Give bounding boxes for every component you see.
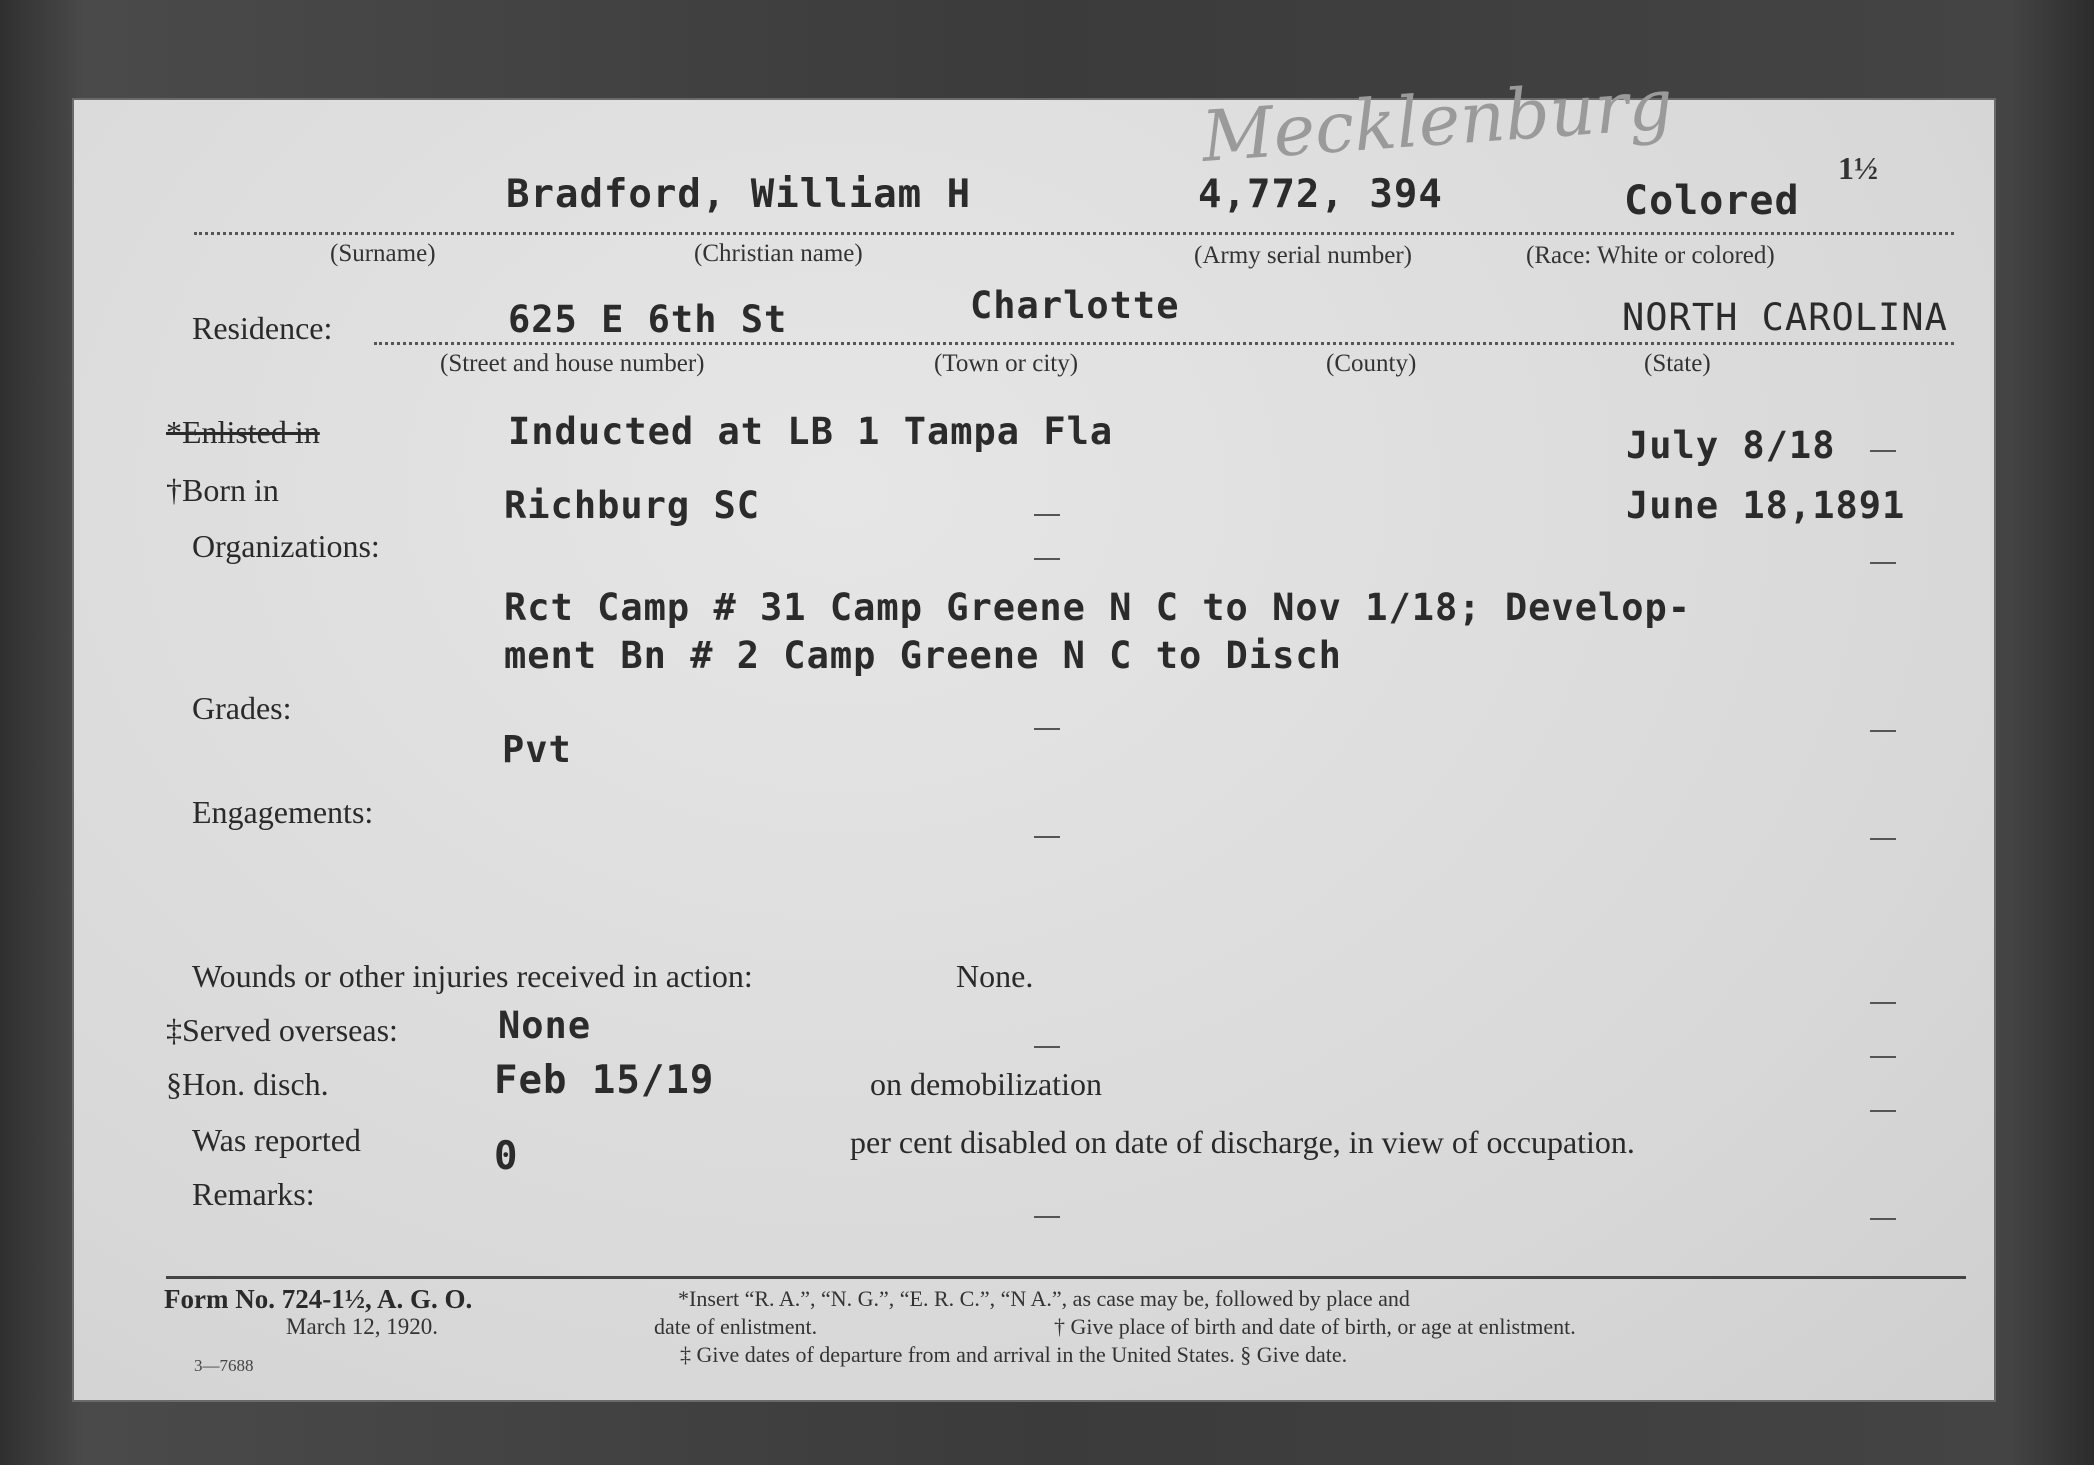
enlisted-date: July 8/18 xyxy=(1626,424,1836,467)
served-overseas-dash-right xyxy=(1870,1056,1896,1058)
town-value: Charlotte xyxy=(970,284,1180,327)
service-record-card xyxy=(74,63,1994,1400)
card-code: 1½ xyxy=(1838,150,1878,186)
organizations-dash-right xyxy=(1870,562,1896,564)
race-caption: (Race: White or colored) xyxy=(1526,242,1775,269)
handwritten-county-annotation: Mecklenburg xyxy=(1199,63,1676,178)
footnote-line-3: ‡ Give dates of departure from and arrival in the United States. § Give date. xyxy=(680,1342,1348,1367)
serial-number-value: 4,772, 394 xyxy=(1198,172,1443,217)
wounds-label: Wounds or other injuries received in action: xyxy=(192,958,753,994)
engagements-label: Engagements: xyxy=(192,794,374,830)
footer-rule xyxy=(166,1276,1966,1279)
hon-disch-dash xyxy=(1870,1110,1896,1112)
served-overseas-value: None xyxy=(498,1004,592,1047)
residence-label: Residence: xyxy=(192,310,333,346)
footnote-line-2b: † Give place of birth and date of birth, or age at enlistment. xyxy=(1054,1314,1576,1339)
surname-caption: (Surname) xyxy=(330,240,436,267)
hon-disch-label: §Hon. disch. xyxy=(166,1066,329,1102)
grades-dash-center xyxy=(1034,728,1060,730)
was-reported-label: Was reported xyxy=(192,1122,361,1158)
hon-disch-note: on demobilization xyxy=(870,1066,1102,1102)
served-overseas-dash-center xyxy=(1034,1046,1060,1048)
grades-value: Pvt xyxy=(502,728,572,771)
wounds-dash xyxy=(1870,1002,1896,1004)
served-overseas-label: ‡Served overseas: xyxy=(166,1012,398,1048)
wounds-value: None. xyxy=(956,958,1034,994)
organizations-label: Organizations: xyxy=(192,528,380,564)
state-value: NORTH CAROLINA xyxy=(1622,296,1948,339)
born-label: †Born in xyxy=(166,472,279,508)
christian-name-caption: (Christian name) xyxy=(694,240,863,267)
disability-percent-value: 0 xyxy=(494,1134,519,1179)
born-date: June 18,1891 xyxy=(1626,484,1906,527)
enlisted-label: *Enlisted in xyxy=(166,414,320,450)
remarks-label: Remarks: xyxy=(192,1176,315,1212)
army-serial-caption: (Army serial number) xyxy=(1194,242,1412,269)
street-value: 625 E 6th St xyxy=(508,298,788,341)
name-value: Bradford, William H xyxy=(506,172,972,217)
footnote-line-1: *Insert “R. A.”, “N. G.”, “E. R. C.”, “N A.”, as case may be, followed by place and xyxy=(678,1286,1410,1311)
enlisted-dash xyxy=(1870,450,1896,452)
organizations-line-2: ment Bn # 2 Camp Greene N C to Disch xyxy=(504,634,1342,677)
print-code: 3—7688 xyxy=(194,1356,254,1375)
race-value: Colored xyxy=(1624,178,1800,224)
header-line xyxy=(194,232,1954,235)
form-date: March 12, 1920. xyxy=(286,1314,439,1339)
hon-disch-date: Feb 15/19 xyxy=(494,1058,715,1103)
residence-line xyxy=(374,342,1954,345)
grades-dash-right xyxy=(1870,730,1896,732)
disability-text: per cent disabled on date of discharge, in view of occupation. xyxy=(850,1124,1635,1160)
enlisted-value: Inducted at LB 1 Tampa Fla xyxy=(508,410,1114,453)
county-caption: (County) xyxy=(1326,350,1417,377)
town-caption: (Town or city) xyxy=(934,350,1079,377)
form-number: Form No. 724-1½, A. G. O. xyxy=(164,1284,473,1314)
remarks-dash-right xyxy=(1870,1218,1896,1220)
born-value: Richburg SC xyxy=(504,484,761,527)
engagements-dash-right xyxy=(1870,838,1896,840)
state-caption: (State) xyxy=(1644,350,1711,377)
organizations-line-1: Rct Camp # 31 Camp Greene N C to Nov 1/18; Develop- xyxy=(504,586,1692,629)
born-dash xyxy=(1034,514,1060,516)
engagements-dash-center xyxy=(1034,836,1060,838)
street-caption: (Street and house number) xyxy=(440,350,705,377)
remarks-dash-center xyxy=(1034,1216,1060,1218)
grades-label: Grades: xyxy=(192,690,292,726)
organizations-dash-center xyxy=(1034,558,1060,560)
footnote-line-2a: date of enlistment. xyxy=(654,1314,818,1339)
